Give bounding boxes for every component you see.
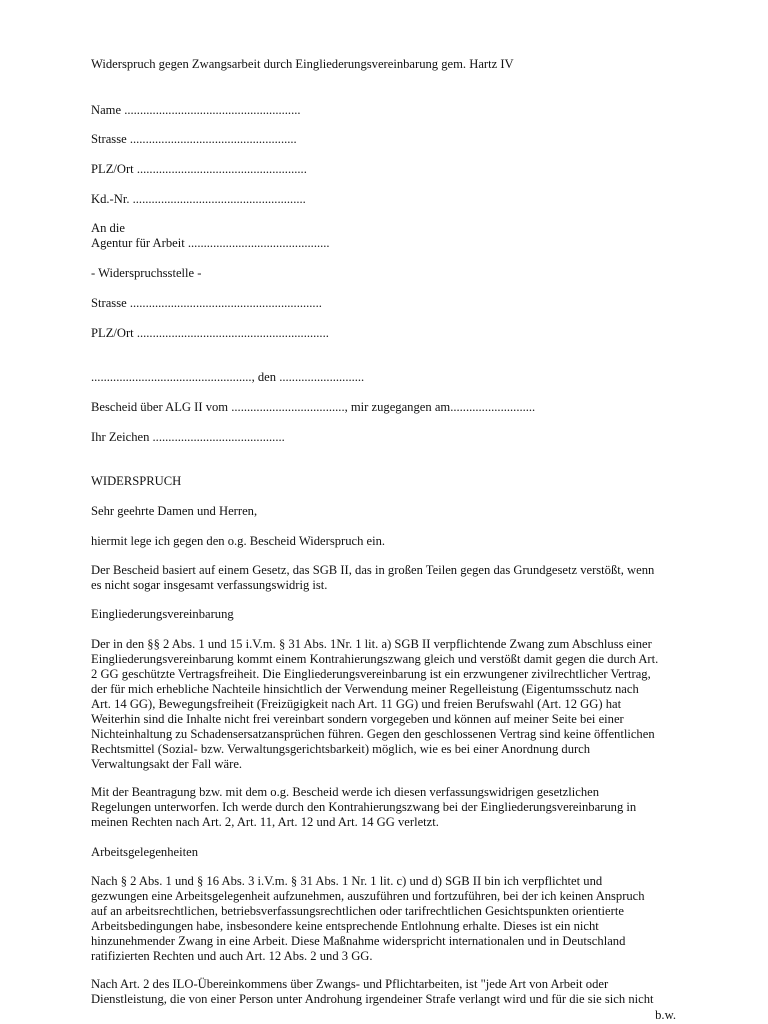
paragraph-line: auf an arbeitsrechtlichen, betriebsverfassungsrechtlichen oder tarifrechtlichen Gesichtspunkten orientierte: [91, 904, 624, 918]
continued-marker: b.w.: [655, 1008, 676, 1022]
paragraph-line: Art. 14 GG), Bewegungsfreiheit (Freizügigkeit nach Art. 11 GG) und freien Berufswahl (Art. 12 GG) hat: [91, 697, 622, 711]
recipient-agency-line: Agentur für Arbeit .............................................: [91, 236, 330, 250]
paragraph-line: Der in den §§ 2 Abs. 1 und 15 i.V.m. § 31 Abs. 1Nr. 1 lit. a) SGB II verpflichtende Zwang zum Abschluss einer: [91, 637, 652, 651]
paragraph-line: hinzunehmender Zwang in eine Arbeit. Diese Maßnahme widerspricht internationalen und in Deutschland: [91, 934, 626, 948]
paragraph-line: Der Bescheid basiert auf einem Gesetz, das SGB II, das in großen Teilen gegen das Grundgesetz verstößt, wenn: [91, 563, 655, 577]
paragraph-line: Nach Art. 2 des ILO-Übereinkommens über Zwangs- und Pflichtarbeiten, ist "jede Art von Arbeit oder: [91, 977, 609, 991]
paragraph-line: Nichteinhaltung zu Schadensersatzansprüchen führen. Gegen den geschlossenen Vertrag sind keine öffentlichen: [91, 727, 655, 741]
paragraph-line: Nach § 2 Abs. 1 und § 16 Abs. 3 i.V.m. § 31 Abs. 1 Nr. 1 lit. c) und d) SGB II bin ich verpflichtet und: [91, 874, 603, 888]
paragraph-line: Regelungen unterworfen. Ich werde durch den Kontrahierungszwang bei der Eingliederungsvereinbarung in: [91, 800, 637, 814]
sender-street-line: Strasse .....................................................: [91, 132, 297, 146]
document-title: Widerspruch gegen Zwangsarbeit durch Eingliederungsvereinbarung gem. Hartz IV: [91, 57, 514, 71]
paragraph-line: 2 GG geschützte Vertragsfreiheit. Die Eingliederungsvereinbarung ist ein erzwungener zivilrechtlicher Vertrag,: [91, 667, 651, 681]
sender-city-line: PLZ/Ort ......................................................: [91, 162, 307, 176]
sender-customer-number-line: Kd.-Nr. .......................................................: [91, 192, 306, 206]
reference-line: Bescheid über ALG II vom ...................................., mir zugegangen am...........................: [91, 400, 536, 414]
paragraph-arbeitsgelegenheiten: [91, 874, 681, 964]
section-heading-eingliederungsvereinbarung: Eingliederungsvereinbarung: [91, 607, 234, 621]
paragraph-line: ratifizierten Rechten und auch Art. 12 Abs. 2 und 3 GG.: [91, 949, 373, 963]
section-heading-arbeitsgelegenheiten: Arbeitsgelegenheiten: [91, 845, 199, 859]
paragraph-line: Dienstleistung, die von einer Person unter Androhung irgendeiner Strafe verlangt wird und für die sie sich nicht: [91, 992, 654, 1006]
heading-widerspruch: WIDERSPRUCH: [91, 474, 182, 488]
paragraph-line: Arbeitsbedingungen habe, insbesondere keine entsprechende Entlohnung erhalte. Dieses ist ein nicht: [91, 919, 599, 933]
salutation: Sehr geehrte Damen und Herren,: [91, 504, 258, 518]
paragraph-line: Mit der Beantragung bzw. mit dem o.g. Bescheid werde ich diesen verfassungswidrigen gesetzlichen: [91, 785, 600, 799]
paragraph-rights-violation: [91, 785, 681, 830]
paragraph-line: gezwungen eine Arbeitsgelegenheit aufzunehmen, auszuführen und fortzuführen, bei der ich keinen Anspruch: [91, 889, 645, 903]
recipient-address-line: An die: [91, 221, 125, 235]
paragraph-ilo-convention: [91, 977, 681, 1007]
sender-name-line: Name ........................................................: [91, 103, 301, 117]
paragraph-basis: [91, 563, 681, 593]
paragraph-line: Eingliederungsvereinbarung kommt einem Kontrahierungszwang gleich und verstößt damit gegen die durch Art.: [91, 652, 659, 666]
paragraph-line: es nicht sogar insgesamt verfassungswidrig ist.: [91, 578, 328, 592]
paragraph-line: meinen Rechten nach Art. 2, Art. 11, Art. 12 und Art. 14 GG verletzt.: [91, 815, 439, 829]
recipient-department: - Widerspruchsstelle -: [91, 266, 202, 280]
recipient-street-line: Strasse .............................................................: [91, 296, 322, 310]
paragraph-line: Rechtsmittel (Sozial- bzw. Verwaltungsgerichtsbarkeit) möglich, wie es bei einer Anordnung durch: [91, 742, 591, 756]
your-reference-line: Ihr Zeichen ..........................................: [91, 430, 285, 444]
paragraph-line: Verwaltungsakt der Fall wäre.: [91, 757, 243, 771]
intro-sentence: hiermit lege ich gegen den o.g. Bescheid Widerspruch ein.: [91, 534, 386, 548]
paragraph-line: der für mich erhebliche Nachteile hinsichtlich der Verwendung meiner Regelleistung (Eigentumsschutz nach: [91, 682, 639, 696]
paragraph-eingliederungsvereinbarung: [91, 637, 681, 772]
recipient-city-line: PLZ/Ort .............................................................: [91, 326, 329, 340]
place-date-line: ..................................................., den ...........................: [91, 370, 365, 384]
paragraph-line: Weiterhin sind die Inhalte nicht frei vereinbart sondern vorgegeben und können auf meiner Seite bei einer: [91, 712, 624, 726]
